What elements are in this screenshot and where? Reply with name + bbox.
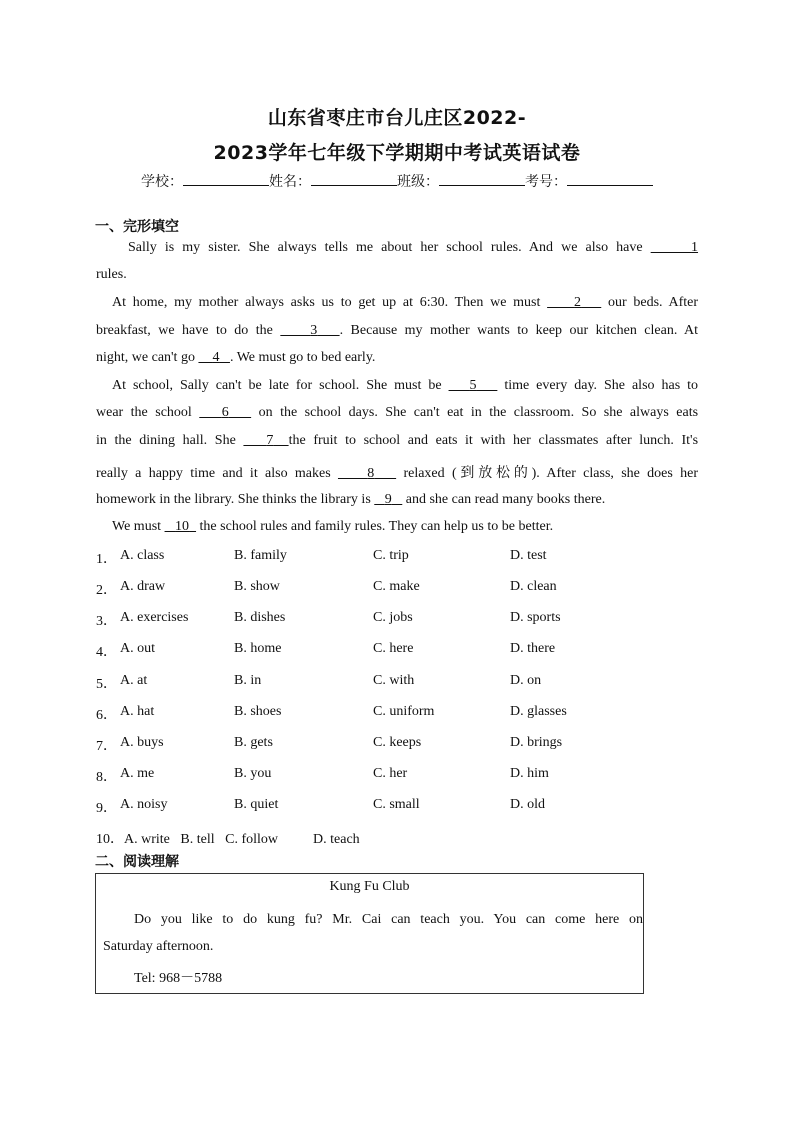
option-c[interactable]: C. jobs (373, 610, 413, 625)
option-c[interactable]: C. trip (373, 548, 409, 563)
cloze-blank-6: 6 (221, 405, 229, 420)
class-blank[interactable] (439, 173, 525, 186)
option-a[interactable]: A. noisy (120, 797, 168, 812)
option-c[interactable]: C. make (373, 579, 420, 594)
passage-text: We must (112, 519, 162, 534)
option-c[interactable]: C. keeps (373, 735, 422, 750)
section-cloze-heading: 一、完形填空 (95, 219, 179, 235)
passage-text: homework in the library. She thinks the library is (96, 492, 371, 507)
option-d[interactable]: D. brings (510, 735, 563, 750)
option-c[interactable]: C. her (373, 766, 408, 781)
student-info-row (0, 171, 794, 191)
option-d[interactable]: D. clean (510, 579, 557, 594)
number-blank[interactable] (567, 173, 653, 186)
option-c[interactable]: C. with (373, 673, 415, 688)
question-number: 2． (96, 583, 117, 598)
passage-line (96, 267, 698, 283)
cloze-blank-10: 10 (175, 519, 190, 534)
passage-text: the school rules and family rules. They can help us to be better. (199, 519, 554, 534)
passage-text: breakfast, we have to do the (96, 323, 273, 338)
passage-line (96, 350, 698, 366)
class-label: 班级： (397, 174, 439, 190)
passage-line (112, 295, 698, 311)
passage-line (96, 462, 698, 482)
cloze-blank-3: 3 (310, 323, 318, 338)
passage-text: on the school days. She can't eat in the classroom. So she always eats (258, 405, 699, 420)
option-d[interactable]: D. him (510, 766, 549, 781)
question-number: 4． (96, 645, 117, 660)
option-b[interactable]: B. gets (234, 735, 273, 750)
passage-line (128, 240, 698, 256)
option-c[interactable]: C. follow (225, 832, 279, 847)
exam-title-line1: 山东省枣庄市台儿庄区2022- (267, 107, 527, 129)
option-b[interactable]: B. in (234, 673, 262, 688)
number-label: 考号： (525, 174, 567, 190)
passage-text: and she can read many books there. (405, 492, 606, 507)
passage-line (96, 405, 698, 421)
section-reading-heading: 二、阅读理解 (95, 854, 179, 870)
passage-text: . Because my mother wants to keep our kitchen clean. At (339, 323, 699, 338)
option-a[interactable]: A. write (124, 832, 170, 847)
school-blank[interactable] (183, 173, 269, 186)
passage-line (112, 519, 714, 535)
question-10 (96, 828, 360, 848)
option-b[interactable]: B. show (234, 579, 280, 594)
option-a[interactable]: A. class (120, 548, 165, 563)
option-b[interactable]: B. shoes (234, 704, 282, 719)
option-a[interactable]: A. buys (120, 735, 164, 750)
cloze-blank-1: 1 (691, 240, 699, 255)
passage-text: Sally is my sister. She always tells me about her school rules. And we also have (128, 240, 643, 255)
option-b[interactable]: B. tell (180, 832, 215, 847)
passage-line (96, 492, 698, 508)
kung-fu-club-notice (95, 873, 644, 994)
notice-title: Kung Fu Club (329, 879, 410, 894)
question-number: 3． (96, 614, 117, 629)
passage-text: really a happy time and it also makes (96, 466, 331, 481)
passage-text: night, we can't go (96, 350, 195, 365)
option-a[interactable]: A. draw (120, 579, 166, 594)
passage-text: in the dining hall. She (96, 433, 236, 448)
option-b[interactable]: B. quiet (234, 797, 279, 812)
passage-text: . We must go to bed early. (229, 350, 376, 365)
question-number: 5． (96, 677, 117, 692)
passage-text: the fruit to school and eats it with her classmates after lunch. It's (288, 433, 699, 448)
question-number: 7． (96, 739, 117, 754)
option-c[interactable]: C. small (373, 797, 420, 812)
option-c[interactable]: C. uniform (373, 704, 435, 719)
question-number: 9． (96, 801, 117, 816)
option-d[interactable]: D. on (510, 673, 542, 688)
passage-text: rules. (96, 267, 127, 282)
cloze-blank-5: 5 (469, 378, 477, 393)
option-b[interactable]: B. family (234, 548, 287, 563)
option-d[interactable]: D. sports (510, 610, 561, 625)
cloze-blank-8: 8 (367, 466, 375, 481)
question-number: 6． (96, 708, 117, 723)
cloze-blank-2: 2 (574, 295, 582, 310)
option-d[interactable]: D. glasses (510, 704, 567, 719)
question-number: 1． (96, 552, 117, 567)
passage-line (96, 323, 698, 339)
option-d[interactable]: D. test (510, 548, 547, 563)
option-a[interactable]: A. out (120, 641, 155, 656)
option-a[interactable]: A. hat (120, 704, 155, 719)
passage-text: At home, my mother always asks us to get up at 6:30. Then we must (112, 295, 541, 310)
option-a[interactable]: A. exercises (120, 610, 189, 625)
notice-line: Saturday afternoon. (103, 939, 214, 954)
passage-text: wear the school (96, 405, 192, 420)
option-b[interactable]: B. home (234, 641, 282, 656)
passage-text: our beds. After (607, 295, 699, 310)
passage-line (96, 433, 698, 449)
option-a[interactable]: A. at (120, 673, 148, 688)
name-blank[interactable] (311, 173, 397, 186)
passage-text: time every day. She also has to (504, 378, 699, 393)
notice-tel: Tel: 968－5788 (134, 971, 223, 986)
option-d[interactable]: D. teach (313, 832, 360, 847)
option-d[interactable]: D. old (510, 797, 545, 812)
question-number: 8． (96, 770, 117, 785)
option-c[interactable]: C. here (373, 641, 414, 656)
option-a[interactable]: A. me (120, 766, 155, 781)
option-d[interactable]: D. there (510, 641, 556, 656)
name-label: 姓名： (269, 174, 311, 190)
question-number: 10． (96, 832, 124, 847)
cloze-blank-7: 7 (266, 433, 274, 448)
school-label: 学校： (141, 174, 183, 190)
cloze-blank-4: 4 (212, 350, 220, 365)
passage-text: relaxed (到放松的). After class, she does her (403, 466, 699, 481)
option-b[interactable]: B. you (234, 766, 272, 781)
notice-line: Do you like to do kung fu? Mr. Cai can teach you. You can come here on (134, 912, 643, 927)
passage-text: At school, Sally can't be late for school. She must be (112, 378, 442, 393)
cloze-blank-9: 9 (384, 492, 392, 507)
option-b[interactable]: B. dishes (234, 610, 286, 625)
exam-title-line2: 2023学年七年级下学期期中考试英语试卷 (213, 142, 581, 164)
passage-line (112, 378, 698, 394)
